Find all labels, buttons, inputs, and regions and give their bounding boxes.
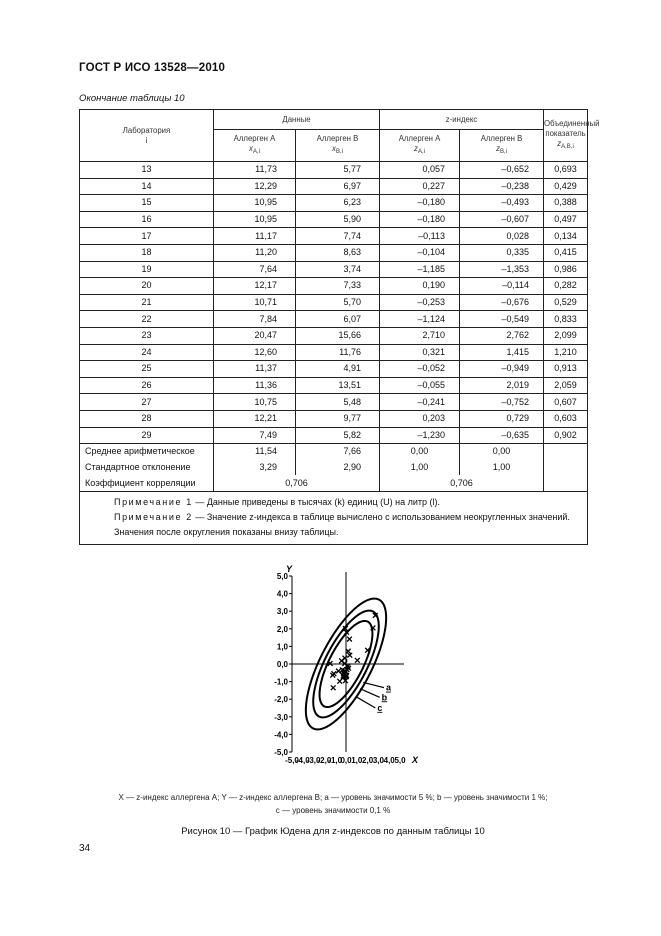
header-laboratory: Лаборатория i	[80, 110, 214, 162]
summary-row-mean: Среднее арифметическое 11,54 7,66 0,00 0,00	[80, 444, 588, 460]
x-tick-label: -1,0	[328, 756, 343, 765]
x-tick-label: 4,0	[383, 756, 395, 765]
table-row: 20 12,17 7,33 0,190 –0,114 0,282	[80, 278, 588, 295]
y-tick-label: 0,0	[276, 660, 288, 669]
y-tick-label: -3,0	[274, 712, 288, 722]
table-row: 22 7,84 6,07 –1,124 –0,549 0,833	[80, 311, 588, 328]
figure-legend-line-2: c — уровень значимости 0,1 %	[275, 806, 391, 815]
header-z-allergen-a: Аллерген А $z_{A,i}$	[380, 130, 460, 162]
x-axis-label: X	[412, 755, 419, 765]
page-number: 34	[79, 843, 91, 854]
x-tick-label: -3,0	[306, 756, 321, 765]
data-table	[79, 109, 600, 545]
header-combined: Объединенный показатель $z_{A,B,i}$	[544, 110, 588, 162]
ellipse-leader-b	[360, 689, 380, 698]
x-tick-label: -4,0	[295, 756, 310, 765]
y-tick-label: 2,0	[276, 624, 288, 634]
header-data-allergen-b: Аллерген В $x_{B,i}$	[296, 130, 380, 162]
data-point	[330, 673, 335, 678]
figure-legend-line-1: X — z-индекс аллергена А; Y — z-индекс аллергена В; a — уровень значимости 5 %; b — уровень значимости 1 %;	[118, 793, 548, 802]
figure-caption: Рисунок 10 — График Юдена для z-индексов по данным таблицы 10	[181, 826, 485, 837]
note-1: Примечание 1 — Данные приведены в тысячах (k) единиц (U) на литр (l).	[114, 496, 440, 507]
table-row: 21 10,71 5,70 –0,253 –0,676 0,529	[80, 294, 588, 311]
x-tick-label: -5,0	[285, 756, 299, 765]
table-row: 25 11,37 4,91 –0,052 –0,949 0,913	[80, 361, 588, 378]
y-axis-label: Y	[286, 564, 293, 574]
table-row: 28 12,21 9,77 0,203 0,729 0,603	[80, 410, 588, 427]
table-row: 18 11,20 8,63 –0,104 0,335 0,415	[80, 244, 588, 261]
data-point	[355, 658, 360, 663]
header-z-allergen-b: Аллерген В $z_{B,i}$	[460, 130, 544, 162]
data-point	[339, 658, 344, 663]
document-title: ГОСТ Р ИСО 13528—2010	[79, 62, 226, 74]
y-tick-label: -5,0	[274, 748, 288, 757]
table-row: 26 11,36 13,51 –0,055 2,019 2,059	[80, 377, 588, 394]
summary-row-correlation: Коэффициент корреляции 0,706 0,706	[80, 475, 588, 491]
table-row: 13 11,73 5,77 0,057 –0,652 0,693	[80, 162, 588, 179]
table-row: 29 7,49 5,82 –1,230 –0,635 0,902	[80, 427, 588, 444]
y-tick-label: 4,0	[276, 589, 288, 599]
notes-row	[80, 491, 588, 544]
x-tick-label: -2,0	[317, 756, 332, 765]
data-point	[337, 679, 342, 684]
note-2: Примечание 2 — Значение z-индекса в таблице вычислено с использованием неокругленных значений. Значения после округления показаны внизу таблицы.	[114, 511, 570, 537]
x-tick-label: 5,0	[394, 756, 406, 765]
table-caption: Окончание таблицы 10	[79, 93, 185, 104]
y-tick-label: 5,0	[276, 572, 288, 581]
y-tick-label: -4,0	[274, 730, 288, 740]
header-data-allergen-a: Аллерген А $x_{A,i}$	[214, 130, 296, 162]
y-tick-label: -1,0	[274, 677, 288, 687]
ellipse-label-a: a	[385, 682, 391, 693]
table-row: 14 12,29 6,97 0,227 –0,238 0,429	[80, 178, 588, 195]
youden-plot	[220, 552, 480, 772]
x-tick-label: 2,0	[362, 756, 374, 765]
table-row: 16 10,95 5,90 –0,180 –0,607 0,497	[80, 211, 588, 228]
ellipse-leader-c	[356, 697, 376, 708]
y-tick-label: -2,0	[274, 695, 288, 705]
ellipse-label-c: c	[377, 702, 383, 713]
y-tick-label: 1,0	[276, 642, 288, 652]
x-tick-label: 1,0	[351, 756, 363, 765]
ellipse-label-b: b	[381, 692, 388, 703]
table-row: 19 7,64 3,74 –1,185 –1,353 0,986	[80, 261, 588, 278]
data-point	[336, 669, 341, 674]
table-row: 15 10,95 6,23 –0,180 –0,493 0,388	[80, 195, 588, 212]
y-tick-label: 3,0	[276, 607, 288, 617]
data-point	[331, 685, 336, 690]
header-data-group: Данные	[214, 110, 380, 130]
table-row: 27 10,75 5,48 –0,241 –0,752 0,607	[80, 394, 588, 411]
table-row: 24 12,60 11,76 0,321 1,415 1,210	[80, 344, 588, 361]
figure-legend	[79, 791, 587, 817]
summary-row-std: Стандартное отклонение 3,29 2,90 1,00 1,00	[80, 460, 588, 476]
table-row: 23 20,47 15,66 2,710 2,762 2,099	[80, 327, 588, 344]
table-row: 17 11,17 7,74 –0,113 0,028 0,134	[80, 228, 588, 245]
data-point	[347, 637, 352, 642]
x-tick-label: 3,0	[372, 756, 384, 765]
ellipse-leader-a	[363, 682, 384, 687]
x-tick-label: 0,0	[340, 756, 352, 765]
header-z-group: z-индекс	[380, 110, 544, 130]
